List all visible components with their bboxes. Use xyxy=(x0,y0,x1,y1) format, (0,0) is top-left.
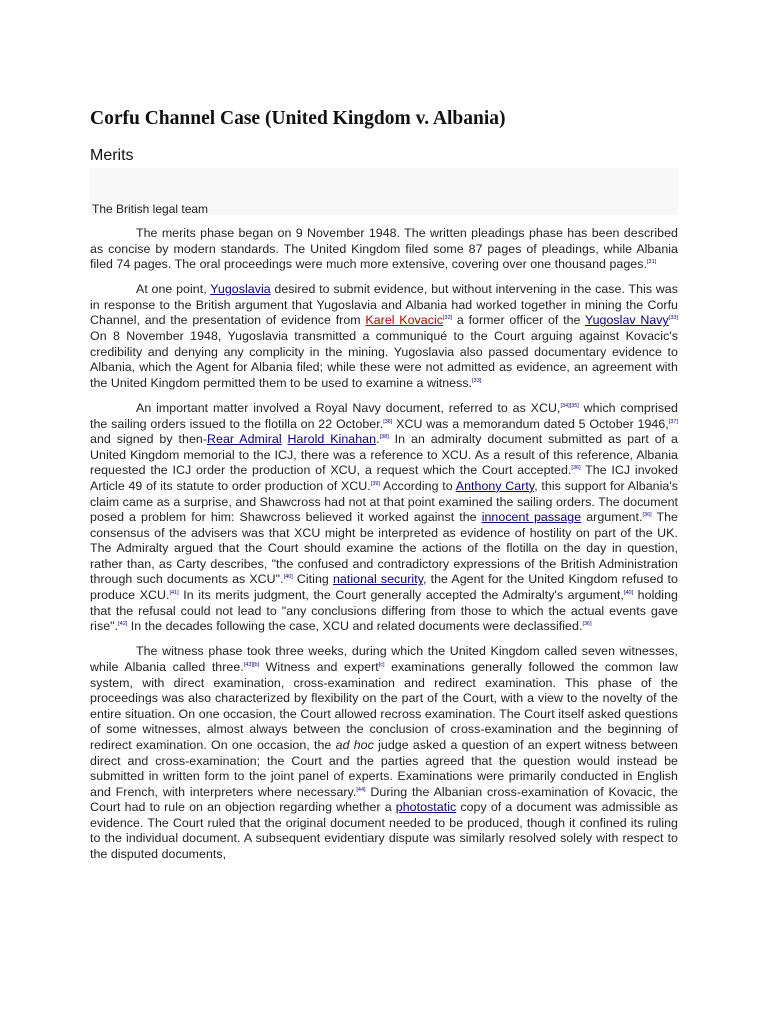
reference-38[interactable]: [38] xyxy=(379,434,389,441)
reference-40b[interactable]: [40] xyxy=(623,590,634,597)
paragraph-1 xyxy=(90,226,678,273)
paragraph-2 xyxy=(90,282,678,391)
image-caption: The British legal team xyxy=(92,202,209,216)
paragraph-4 xyxy=(90,644,678,862)
link-karel-kovacic[interactable]: Karel Kovacic xyxy=(365,313,444,328)
text: At one point, xyxy=(136,282,211,297)
text: argument. xyxy=(581,510,643,525)
text: On 8 November 1948, Yugoslavia transmitted a communiqué to the Court arguing against Kovacic's credibility and denying any complicity in the mining. Yugoslavia also passed documentary evidence to Albania, which the Agent for Albania filed; while these were not admitted as evidence, an agreement with the United Kingdom permitted them to be used to examine a witness. xyxy=(90,329,678,390)
reference-36d[interactable]: [36] xyxy=(582,621,592,628)
text: During the Albanian cross-examination of Kovacic, the Court had to rule on an objection regarding whether a xyxy=(90,784,678,815)
link-yugoslav-navy[interactable]: Yugoslav Navy xyxy=(584,313,669,328)
link-yugoslavia[interactable]: Yugoslavia xyxy=(210,282,271,297)
text: , this support for Albania's claim came as a surprise, and Shawcross had not at that point examined the sailing orders. The document posed a problem for him: Shawcross believed it worked against the xyxy=(90,478,678,525)
reference-37[interactable]: [37] xyxy=(668,418,678,425)
link-national-security[interactable]: national security xyxy=(332,572,424,587)
text: The witness phase took three weeks, during which the United Kingdom called seven witnesses, while Albania called three. xyxy=(90,644,678,674)
link-rear-admiral[interactable]: Rear Admiral xyxy=(207,432,282,447)
reference-40[interactable]: [40] xyxy=(283,574,293,581)
link-innocent-passage[interactable]: innocent passage xyxy=(481,510,582,525)
paragraph-3 xyxy=(90,401,678,635)
link-photostatic[interactable]: photostatic xyxy=(395,800,457,815)
text: In an admiralty document submitted as part of a United Kingdom memorial to the ICJ, there was a reference to XCU. As a result of this reference, Albania requested the ICJ order the production of XCU, a request which the Court accepted. xyxy=(90,432,678,478)
text: desired to submit evidence, but without intervening in the case. This was in response to the British argument that Yugoslavia and Albania had worked together in mining the Corfu Channel, and the presentation of evidence from xyxy=(90,282,678,328)
article-body xyxy=(90,226,678,872)
text: examinations generally followed the common law system, with direct examination, cross-examination and redirect examination. This phase of the proceedings was also characterized by flexibility on the part of the Court, with a view to the novelty of the entire situation. On one occasion, the Court allowed recross examination. The Court itself asked questions of some witnesses, almost always between the conclusion of cross-examination and the beginning of redirect examination. On one occasion, the xyxy=(90,659,679,752)
text: holding that the refusal could not lead to "any conclusions differing from those to which the actual events gave rise". xyxy=(90,588,678,634)
text: According to xyxy=(379,478,456,493)
text: The ICJ invoked Article 49 of its statute to order production of XCU. xyxy=(90,463,678,493)
text: Citing xyxy=(292,572,333,587)
text: copy of a document was admissible as evidence. The Court ruled that the original document needed to be produced, though it confined its ruling to the individual document. A subsequent evidentiary dispute was similarly resolved solely with respect to the disputed documents, xyxy=(90,800,678,862)
text: , the Agent for the United Kingdom refused to produce XCU. xyxy=(90,572,678,603)
link-anthony-carty[interactable]: Anthony Carty xyxy=(455,478,535,493)
text: An important matter involved a Royal Navy document, referred to as XCU, xyxy=(136,400,561,415)
reference-44[interactable]: [44] xyxy=(356,786,366,793)
reference-31[interactable]: [31] xyxy=(646,259,657,266)
reference-36b[interactable]: [36] xyxy=(571,465,581,472)
text: In the decades following the case, XCU and related documents were declassified. xyxy=(127,619,583,634)
reference-32[interactable]: [32] xyxy=(443,315,453,322)
reference-36[interactable]: [36] xyxy=(383,418,393,425)
text: a former officer of the xyxy=(452,313,585,328)
text: In its merits judgment, the Court generally accepted the Admiralty's argument, xyxy=(178,588,624,603)
reference-39[interactable]: [39] xyxy=(370,480,380,487)
reference-34-35[interactable]: [34][35] xyxy=(560,402,579,409)
text: which comprised the sailing orders issued to the flotilla on 22 October. xyxy=(90,400,678,431)
reference-33b[interactable]: [33] xyxy=(472,377,482,384)
text: Witness and expert xyxy=(259,659,379,674)
text: The consensus of the advisers was that XCU might be interpreted as evidence of hostility on part of the UK. The Admiralty argued that the Court should examine the actions of the flotilla on the day in question, rather than, as Carty describes, "the confused and contradictory expressions of the British Administration through such documents as XCU". xyxy=(90,510,679,587)
italic-ad-hoc: ad hoc xyxy=(335,737,374,752)
section-heading: Merits xyxy=(90,147,134,164)
reference-42[interactable]: [42] xyxy=(118,621,128,628)
text: XCU was a memorandum dated 5 October 1946, xyxy=(392,416,669,431)
text: The merits phase began on 9 November 1948. The written pleadings phase has been described as concise by modern standards. The United Kingdom filed some 87 pages of pleadings, while Albania filed 74 pages. The oral proceedings were much more extensive, covering over one thousand pages. xyxy=(90,226,678,272)
reference-33[interactable]: [33] xyxy=(668,315,678,322)
reference-c[interactable]: [c] xyxy=(378,661,385,668)
reference-41[interactable]: [41] xyxy=(169,590,179,597)
reference-36c[interactable]: [36] xyxy=(642,512,652,519)
link-harold-kinahan[interactable]: Harold Kinahan xyxy=(287,432,377,447)
text: and signed by then- xyxy=(90,432,208,447)
page-title: Corfu Channel Case (United Kingdom v. Albania) xyxy=(90,108,506,129)
reference-43-b[interactable]: [43][b] xyxy=(243,661,260,668)
text: judge asked a question of an expert witness between direct and cross-examination; the Court and the parties agreed that the question would instead be submitted in written form to the joint panel of experts. Examinations were primarily conducted in English and French, with interpreters where necessary. xyxy=(90,737,678,799)
text: . xyxy=(376,432,380,447)
